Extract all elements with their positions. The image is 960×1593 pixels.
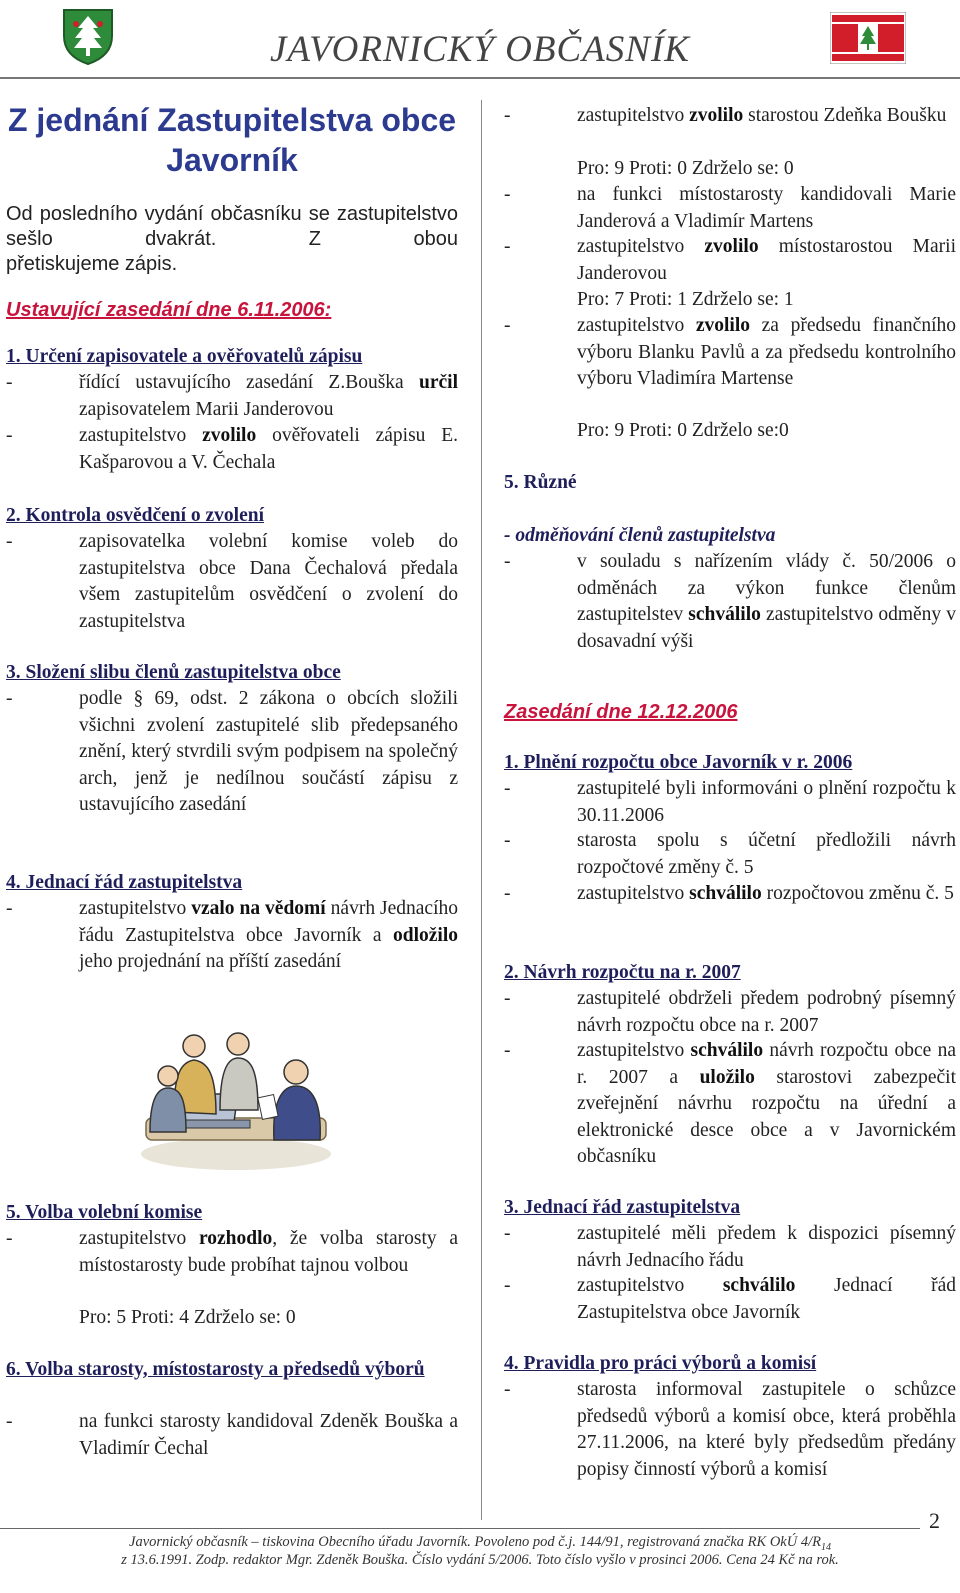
- list-item: - zapisovatelka volební komise voleb do zastupitelstva obce Dana Čechalová předala všem zastupitelům osvědčení o zvolení do zastupitelstva: [6, 531, 458, 632]
- list-item: - zastupitelé byli informováni o plnění rozpočtu k 30.11.2006: [504, 778, 956, 826]
- list-item: - na funkci starosty kandidoval Zdeněk Bouška a Vladimír Čechal: [6, 1411, 458, 1459]
- list-item: - starosta informoval zastupitele o schůzce předsedů výborů a komisí obce, která proběhla 27.11.2006, na které byly předsedům předány popisy činností výborů a komisí: [504, 1379, 956, 1480]
- list-item: - zastupitelstvo vzalo na vědomí návrh Jednacího řádu Zastupitelstva obce Javorník a odložilo jeho projednání na příští zasedání: [6, 898, 459, 972]
- column-divider: [481, 100, 482, 1520]
- list-item: - na funkci místostarosty kandidovali Marie Janderová a Vladimír Martens: [504, 184, 956, 232]
- footer-line-1: Javornický občasník – tiskovina Obecního úřadu Javorník. Povoleno pod č.j. 144/91, registrovaná značka RK OkÚ $4/R_{14}$: [129, 1534, 831, 1553]
- meeting-clipart-icon: [136, 1022, 336, 1172]
- list-item: - zastupitelstvo zvolilo za předsedu finančního výboru Blanku Pavlů a za předsedu kontrolního výboru Vladimíra Martense: [504, 315, 956, 389]
- section-heading: 1. Plnění rozpočtu obce Javorník v r. 2006: [504, 752, 853, 773]
- list-item: - zastupitelé obdrželi předem podrobný písemný návrh rozpočtu obce na r. 2007: [504, 988, 956, 1036]
- list-item: - zastupitelé měli předem k dispozici písemný návrh Jednacího řádu: [504, 1223, 956, 1271]
- list-item: - zastupitelstvo schválilo Jednací řád Zastupitelstva obce Javorník: [504, 1275, 957, 1323]
- list-item: - zastupitelstvo schválilo rozpočtovou změnu č. 5: [504, 883, 954, 904]
- list-item: - podle § 69, odst. 2 zákona o obcích složili všichni zvolení zastupitelé slib předepsaného znění, který stvrdili svým podpisem na společný arch, jenž je nedílnou součástí zápisu z ustavujícího zasedání: [6, 688, 458, 815]
- header-rule: [0, 77, 960, 79]
- intro-text: Od posledního vydání občasníku se zastupitelstvo sešlo dvakrát. Z obou: [6, 203, 458, 250]
- footer-rule: [0, 1528, 920, 1529]
- vote-result: Pro: 7 Proti: 1 Zdrželo se: 1: [577, 289, 794, 310]
- section-heading: 2. Kontrola osvědčení o zvolení: [6, 505, 265, 526]
- subheading: - odměňování členů zastupitelstva: [504, 525, 776, 546]
- masthead-title: JAVORNICKÝ OBČASNÍK: [270, 29, 690, 70]
- intro-paragraph: [6, 202, 458, 277]
- list-item: - řídící ustavujícího zasedání Z.Bouška určil zapisovatelem Marii Janderovou: [6, 372, 458, 420]
- section-heading: 4. Pravidla pro práci výborů a komisí: [504, 1353, 817, 1374]
- list-item: - zastupitelstvo zvolilo starostou Zdeňka Boušku: [504, 105, 947, 126]
- session-heading: Zasedání dne 12.12.2006: [504, 701, 738, 723]
- section-heading: 5. Různé: [504, 472, 577, 493]
- page-header: [0, 0, 960, 100]
- flag-icon: [830, 12, 906, 64]
- section-heading: 1. Určení zapisovatele a ověřovatelů zápisu: [6, 346, 363, 367]
- session-heading: Ustavující zasedání dne 6.11.2006:: [6, 299, 332, 321]
- section-heading: 2. Návrh rozpočtu na r. 2007: [504, 962, 741, 983]
- footer-line-2: z 13.6.1991. Zodp. redaktor Mgr. Zdeněk Bouška. Číslo vydání 5/2006. Toto číslo vyšlo v prosinci 2006. Cena 24 Kč na rok.: [121, 1552, 839, 1568]
- list-item: - zastupitelstvo schválilo návrh rozpočtu obce na r. 2007 a uložilo starostovi zabezpečit zveřejnění návrhu rozpočtu na úřední a elektronické desce obce a v Javornickém občasníku: [504, 1040, 957, 1167]
- coat-of-arms-icon: [58, 6, 118, 66]
- article-title: Z jednání Zastupitelstva obce Javorník: [7, 102, 457, 178]
- list-item: - zastupitelstvo zvolilo ověřovateli zápisu E. Kašparovou a V. Čechala: [6, 425, 459, 473]
- list-item: - starosta spolu s účetní předložili návrh rozpočtové změny č. 5: [504, 830, 956, 878]
- list-item: - zastupitelstvo rozhodlo, že volba starosty a místostarosty bude probíhat tajnou volbou: [6, 1228, 459, 1276]
- section-heading: 4. Jednací řád zastupitelstva: [6, 872, 243, 893]
- list-item: - zastupitelstvo zvolilo místostarostou Marii Janderovou: [504, 236, 956, 284]
- section-heading: 5. Volba volební komise: [6, 1202, 203, 1223]
- intro-text-end: přetiskujeme zápis.: [6, 253, 178, 275]
- footer-subscript: 14: [820, 1541, 831, 1553]
- section-heading: 3. Složení slibu členů zastupitelstva obce: [6, 662, 341, 683]
- page-number: 2: [929, 1508, 940, 1533]
- section-heading: 6. Volba starosty, místostarosty a předsedů výborů: [6, 1359, 425, 1380]
- list-item: - v souladu s nařízením vlády č. 50/2006 o odměnách za výkon funkce členům zastupitelstev schválilo zastupitelstvo odměny v dosavadní výši: [504, 551, 957, 652]
- section-heading: 3. Jednací řád zastupitelstva: [504, 1197, 741, 1218]
- vote-result: Pro: 9 Proti: 0 Zdrželo se: 0: [577, 158, 794, 179]
- vote-result: Pro: 5 Proti: 4 Zdrželo se: 0: [79, 1307, 296, 1328]
- vote-result: Pro: 9 Proti: 0 Zdrželo se:0: [577, 420, 789, 441]
